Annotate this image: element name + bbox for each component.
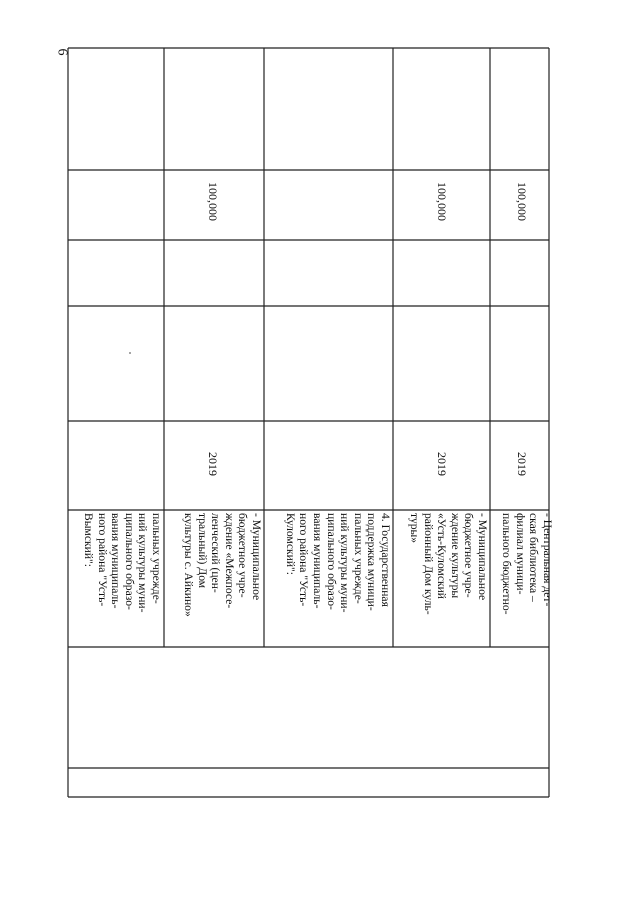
row-ust-kulomsky-header-text: 4. Государственная поддержка муници- пальных учрежде- ний культуры муни- ципального образо- вания муниципаль- ного района "Усть- Куломский": [283, 513, 392, 613]
page-number: 6 [54, 48, 70, 56]
row-aykino-text: - Муниципальное бюджетное учре- ждение «Межпосе- ленческий (цен- тральный) Дом культуры с. Айкино» [182, 513, 263, 617]
row-continuation-text: пальных учрежде- ний культуры муни- ципального образо- вания муниципаль- ного района "Усть- Вымский": [82, 513, 163, 613]
row-children-library-year: 2019 [515, 452, 529, 476]
row-ust-kulomsky-dk-amount: 100,000 [435, 182, 449, 221]
row-ust-kulomsky-dk-year: 2019 [435, 452, 449, 476]
scan-speck [129, 352, 131, 354]
row-ust-kulomsky-dk-text: - Муниципальное бюджетное учре- ждение культуры «Усть-Куломский районный Дом куль- туры» [408, 513, 489, 615]
row-aykino-amount: 100,000 [206, 182, 220, 221]
row-aykino-year: 2019 [206, 452, 220, 476]
row-children-library-amount: 100,000 [515, 182, 529, 221]
row-children-library-text: - Центральная дет- ская библиотека – филиал муници- пального бюджетно- [500, 513, 554, 615]
